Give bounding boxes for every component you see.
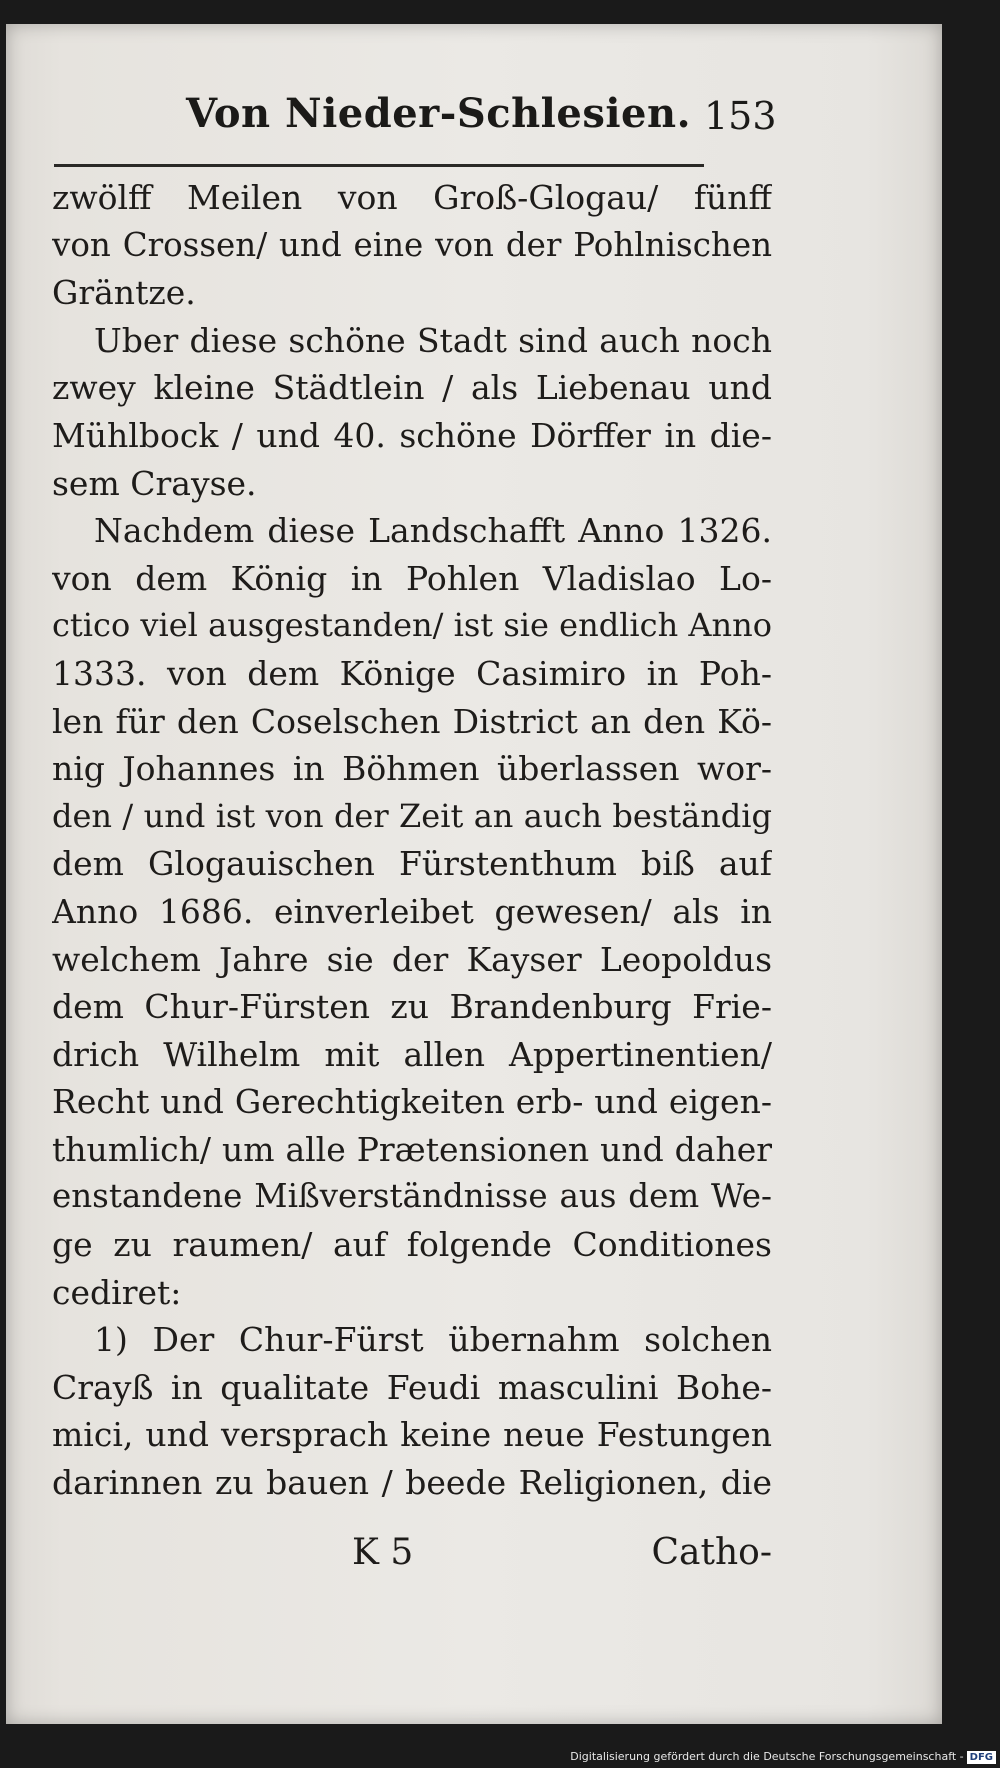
text-line: zwey kleine Städtlein / als Liebenau und — [52, 368, 772, 408]
running-title: Von Nieder-Schlesien. — [186, 90, 691, 137]
text-line: den / und ist von der Zeit an auch beständig — [52, 796, 772, 835]
text-line: Nachdem diese Landschafft Anno 1326. — [94, 511, 772, 551]
text-line: darinnen zu bauen / beede Religionen, die — [52, 1463, 772, 1503]
text-line: ge zu raumen/ auf folgende Conditiones — [52, 1225, 772, 1265]
text-line: Mühlbock / und 40. schöne Dörffer in die- — [52, 415, 772, 455]
text-line: Recht und Gerechtigkeiten erb- und eigen- — [52, 1082, 772, 1122]
text-line: dem Chur-Fürsten zu Brandenburg Frie- — [52, 987, 772, 1027]
text-line: welchem Jahre sie der Kayser Leopoldus — [52, 939, 772, 979]
page-header — [186, 84, 786, 154]
text-line: drich Wilhelm mit allen Appertinentien/ — [52, 1034, 772, 1074]
text-line: cediret: — [52, 1272, 182, 1312]
text-line: ctico viel ausgestanden/ ist sie endlich Anno — [52, 606, 772, 645]
text-line: Anno 1686. einverleibet gewesen/ als in — [52, 891, 772, 931]
text-line: thumlich/ um alle Prætensionen und daher — [52, 1129, 772, 1169]
catchline — [52, 1532, 772, 1582]
text-line: von Crossen/ und eine von der Pohlnischen — [52, 225, 772, 264]
text-line: Gräntze. — [52, 273, 196, 313]
signature-mark: K 5 — [352, 1532, 414, 1573]
book-page — [6, 24, 942, 1724]
header-rule — [54, 164, 704, 167]
text-line: mici, und versprach keine neue Festungen — [52, 1415, 772, 1455]
page-number: 153 — [704, 94, 777, 138]
text-line: von dem König in Pohlen Vladislao Lo- — [52, 558, 772, 598]
text-line: nig Johannes in Böhmen überlassen wor- — [52, 749, 772, 789]
text-line: dem Glogauischen Fürstenthum biß auf — [52, 844, 772, 884]
credit-text: Digitalisierung gefördert durch die Deutsche Forschungsgemeinschaft - — [570, 1750, 964, 1763]
dfg-logo: DFG — [967, 1751, 996, 1764]
text-line: Uber diese schöne Stadt sind auch noch — [94, 320, 772, 360]
text-line: 1333. von dem Könige Casimiro in Poh- — [52, 653, 772, 693]
body-text — [52, 174, 772, 1507]
text-line: zwölff Meilen von Groß-Glogau/ fünff — [52, 178, 772, 217]
digitization-credit — [570, 1750, 996, 1764]
text-line: 1) Der Chur-Fürst übernahm solchen — [94, 1320, 772, 1360]
text-line: len für den Coselschen District an den Kö- — [52, 701, 772, 741]
text-line: enstandene Mißverständnisse aus dem We- — [52, 1177, 772, 1216]
text-line: Crayß in qualitate Feudi masculini Bohe- — [52, 1367, 772, 1407]
catchword: Catho- — [651, 1532, 772, 1573]
text-line: sem Crayse. — [52, 463, 257, 503]
